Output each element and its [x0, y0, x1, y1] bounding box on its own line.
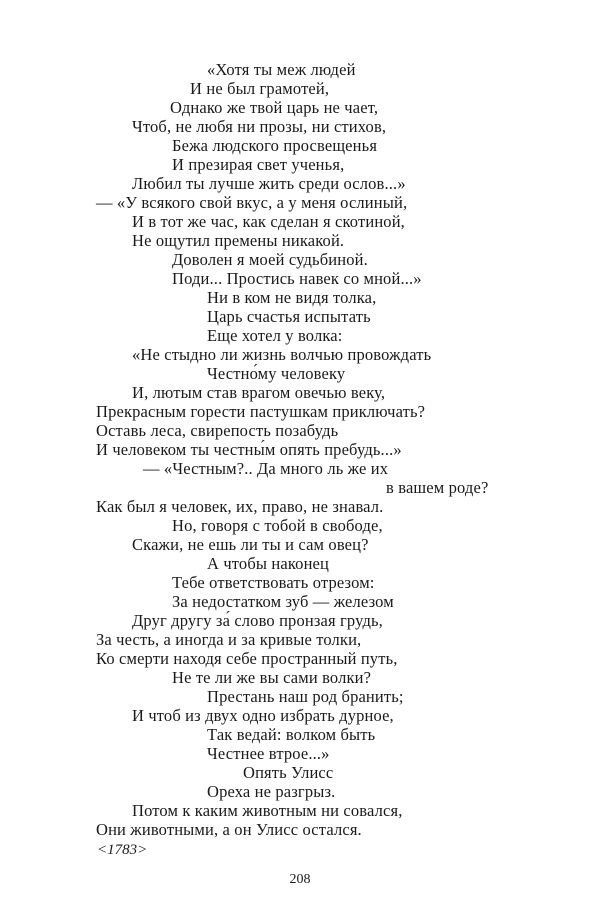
poem-line: «Не стыдно ли жизнь волчью провождать [132, 345, 432, 364]
poem-line: И, лютым став врагом овечью веку, [132, 383, 386, 402]
poem-line: Скажи, не ешь ли ты и сам овец? [132, 535, 369, 554]
poem-line: Ко смерти находя себе пространный путь, [96, 649, 398, 668]
poem-line: Любил ты лучше жить среди ослов...» [132, 174, 406, 193]
poem-line: Потом к каким животным ни совался, [132, 801, 403, 820]
poem-line: Однако же твой царь не чает, [170, 98, 379, 117]
poem-line: Ореха не разгрыз. [207, 782, 336, 801]
poem-line: А чтобы наконец [207, 554, 330, 573]
poem-line: Честнее втрое...» [207, 744, 330, 763]
poem-line: Ни в ком не видя толка, [207, 288, 377, 307]
poem-line: Честно́му человеку [207, 364, 346, 383]
poem-line: И презирая свет ученья, [172, 155, 345, 174]
page-number: 208 [289, 872, 311, 887]
poem-line: «Хотя ты меж людей [207, 60, 356, 79]
poem-line: — «У всякого свой вкус, а у меня ослиный, [96, 193, 408, 212]
poem-line: За недостатком зуб — железом [172, 592, 394, 611]
poem-line: Прекрасным горести пастушкам приключать? [96, 402, 426, 421]
poem-line: Поди... Простись навек со мной...» [172, 269, 422, 288]
poem-line: Чтоб, не любя ни прозы, ни стихов, [132, 117, 387, 136]
poem-line: Но, говоря с тобой в свободе, [172, 516, 383, 535]
poem-line: И не был грамотей, [190, 79, 330, 98]
poem-line: Тебе ответствовать отрезом: [172, 573, 375, 592]
poem-line: И чтоб из двух одно избрать дурное, [132, 706, 394, 725]
poem-line: Оставь леса, свирепость позабудь [96, 421, 339, 440]
poem-line: Не ощутил премены никакой. [132, 231, 345, 250]
poem-line: Как был я человек, их, право, не знавал. [96, 497, 384, 516]
poem-line: За честь, а иногда и за кривые толки, [96, 630, 362, 649]
poem-line: И в тот же час, как сделан я скотиной, [132, 212, 405, 231]
poem-line: Они животными, а он Улисс остался. [96, 820, 362, 839]
poem-line: Престань наш род бранить; [207, 687, 404, 706]
poem-line: Царь счастья испытать [207, 307, 371, 326]
poem-line: Друг другу за́ слово пронзая грудь, [132, 611, 383, 630]
poem-line: Бежа людского просвещенья [172, 136, 378, 155]
poem-date: <1783> [97, 842, 148, 858]
poem-line: И человеком ты честны́м опять пребудь...» [96, 440, 402, 459]
poem-line: Не те ли же вы сами волки? [172, 668, 372, 687]
poem-line: Еще хотел у волка: [207, 326, 343, 345]
poem-line: Доволен я моей судьбиной. [172, 250, 368, 269]
poem-line: Так ведай: волком быть [207, 725, 376, 744]
poem-line: Опять Улисс [243, 763, 334, 782]
poem-line: — «Честным?.. Да много ль же их [143, 459, 389, 478]
poem-line: в вашем роде? [386, 478, 489, 497]
